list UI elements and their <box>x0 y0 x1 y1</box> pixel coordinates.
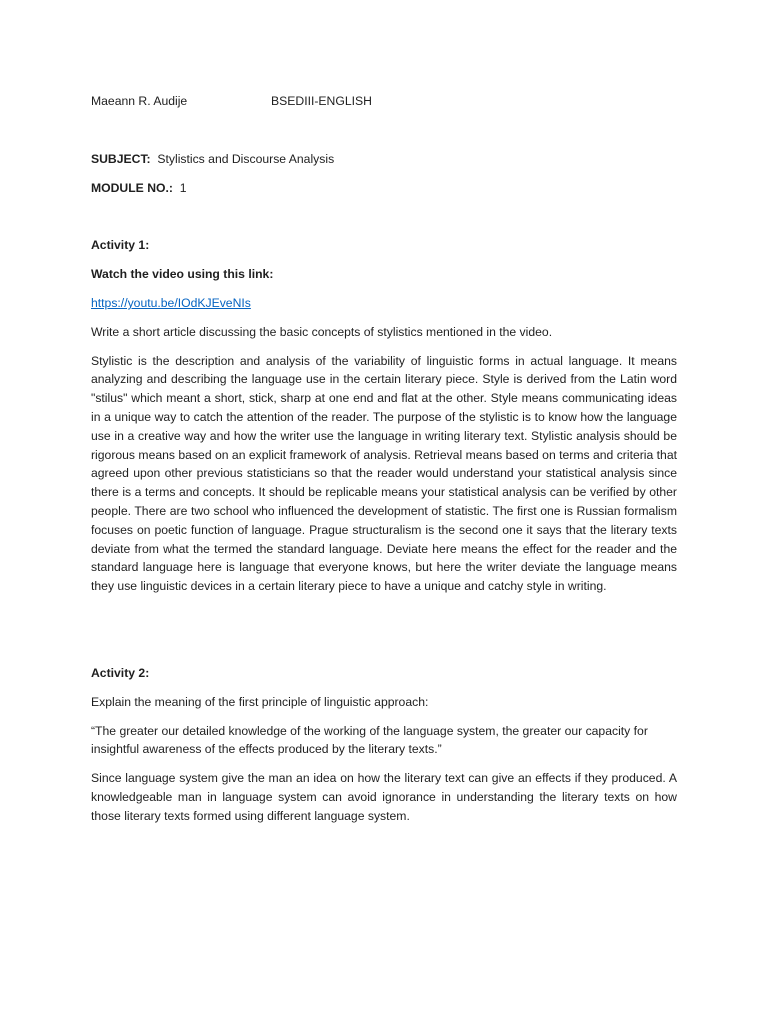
module-label: MODULE NO.: <box>91 180 173 195</box>
activity2-prompt: Explain the meaning of the first principle of linguistic approach: <box>91 694 429 709</box>
subject-label: SUBJECT: <box>91 151 151 166</box>
activity1-instruction: Watch the video using this link: <box>91 267 274 282</box>
activity2-quote: “The greater our detailed knowledge of the working of the language system, the greater our capacity for insightful awareness of the effects produced by the literary texts.” <box>91 723 648 757</box>
activity1-prompt: Write a short article discussing the basic concepts of stylistics mentioned in the video. <box>91 324 553 339</box>
video-link[interactable]: https://youtu.be/IOdKJEveNIs <box>91 295 251 310</box>
module-line <box>91 179 677 198</box>
activity1-title: Activity 1: <box>91 238 150 253</box>
subject-value: Stylistics and Discourse Analysis <box>157 151 335 166</box>
activity1-link-line <box>91 294 677 313</box>
course-code: BSEDIII-ENGLISH <box>271 94 372 108</box>
author-name: Maeann R. Audije <box>91 94 188 108</box>
module-value: 1 <box>179 180 187 195</box>
activity2-answer: Since language system give the man an idea on how the literary text can give an effects if they produced. A knowledgeable man in language system can avoid ignorance in understanding the literary texts on how those literary texts formed using different language system. <box>91 771 677 823</box>
activity2-title: Activity 2: <box>91 665 150 680</box>
subject-line <box>91 150 677 169</box>
activity1-answer: Stylistic is the description and analysis of the variability of linguistic forms in actual language. It means analyzing and describing the language use in the certain literary piece. Style is derived from the Latin word "stilus" which meant a short, stick, sharp at one end and flat at the other. Style means communicating ideas in a unique way to catch the attention of the reader. The purpose of the stylistic is to know how the language use in a creative way and how the writer use the language in writing literary text. Stylistic analysis should be rigorous means based on an explicit framework of analysis. Retrieval means based on terms and criteria that agreed upon other previous statisticians so that the reader would understand your statistical analysis since there is a terms and concepts. It should be replicable means your statistical analysis can be verified by other people. There are two school who influenced the development of statistic. The first one is Russian formalism focuses on poetic function of language. Prague structuralism is the second one it says that the literary texts deviate from what the termed the standard language. Deviate here means the effect for the reader and the standard language here is language that everyone knows, but here the writer deviate the language means they use linguistic devices in a certain literary piece to have a unique and catchy style in writing. <box>91 353 677 594</box>
document-body <box>91 92 677 826</box>
header-line <box>91 92 677 111</box>
